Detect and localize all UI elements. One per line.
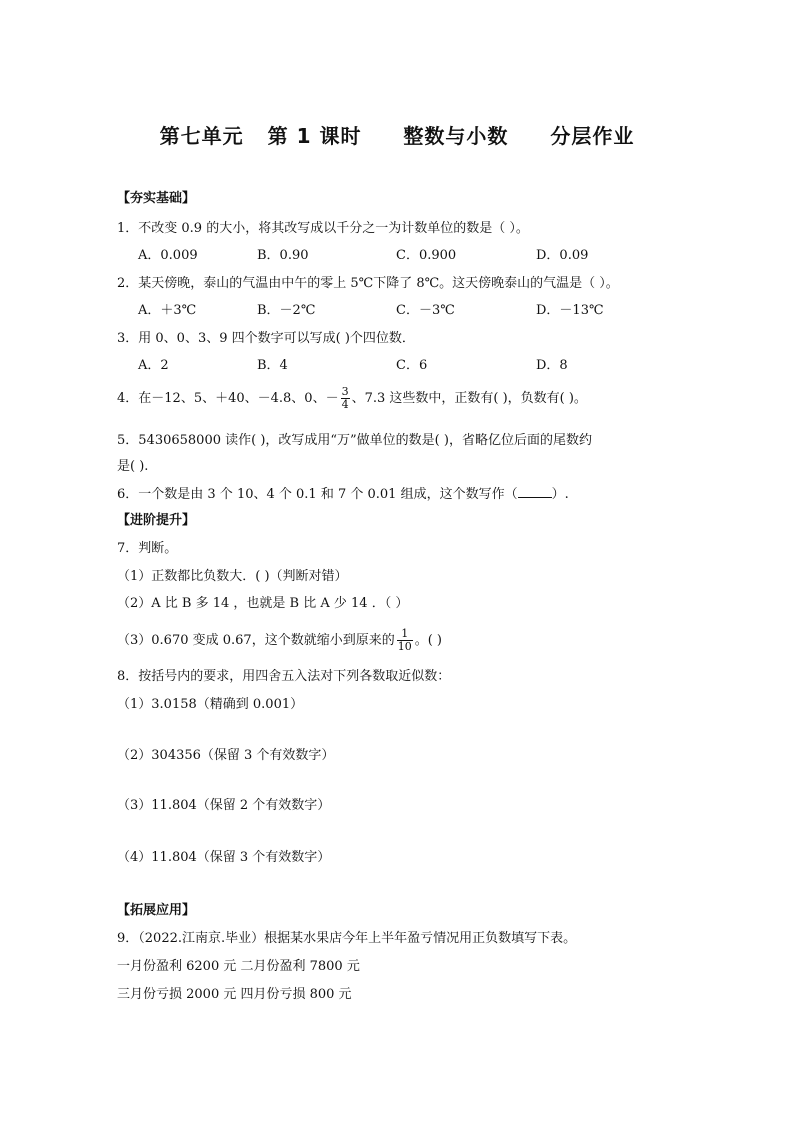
question-3-option-a: A．2: [138, 358, 169, 373]
question-8-part-2: （2）304356（保留 3 个有效数字）: [117, 748, 335, 763]
question-4: [117, 386, 587, 411]
title-unit: 第七单元: [159, 124, 244, 148]
section-extension: 【拓展应用】: [117, 903, 196, 918]
question-5-line-2: 是( ).: [117, 459, 149, 474]
question-5-line-1: 5．5430658000 读作( )，改写成用“万”做单位的数是( )，省略亿位后面的尾数约: [117, 433, 592, 448]
question-8-part-4: （4）11.804（保留 3 个有效数字）: [117, 850, 331, 865]
answer-blank[interactable]: [518, 485, 552, 498]
question-4-pre: 4．在－12、5、＋40、－4.8、0、－: [117, 391, 339, 406]
question-1-option-a: A．0.009: [138, 248, 198, 263]
section-basic: 【夯实基础】: [117, 191, 196, 206]
question-2-option-a: A．＋3℃: [138, 303, 197, 318]
question-6-pre: 6．一个数是由 3 个 10、4 个 0.1 和 7 个 0.01 组成，这个数写作（: [117, 487, 518, 502]
question-1-option-c: C．0.900: [396, 248, 457, 263]
question-2-option-b: B．－2℃: [257, 303, 316, 318]
question-7-part-2: （2）A 比 B 多 14 ，也就是 B 比 A 少 14 ．（ ）: [117, 596, 409, 611]
question-9-line-2: 三月份亏损 2000 元 四月份亏损 800 元: [117, 987, 352, 1002]
question-9-line-1: 一月份盈利 6200 元 二月份盈利 7800 元: [117, 959, 360, 974]
question-6-post: ）.: [551, 487, 569, 502]
question-4-post: 、7.3 这些数中，正数有( )，负数有( )。: [351, 391, 587, 406]
question-8-part-1: （1）3.0158（精确到 0.001）: [117, 697, 304, 712]
question-4-fraction: [341, 386, 350, 411]
question-2-option-d: D．－13℃: [536, 303, 604, 318]
question-3-stem: 3．用 0、0、3、9 四个数字可以写成( )个四位数．: [117, 331, 415, 346]
question-3-option-c: C．6: [396, 358, 428, 373]
question-3-option-b: B．4: [257, 358, 288, 373]
title-topic: 整数与小数: [403, 124, 509, 148]
question-7-part-3-post: 。( ): [414, 633, 442, 648]
fraction-denominator: 10: [397, 640, 412, 653]
question-2-stem: 2．某天傍晚，泰山的气温由中午的零上 5℃下降了 8℃。这天傍晚泰山的气温是（ ）。: [117, 276, 619, 291]
page-title: [0, 120, 794, 149]
question-9-stem: 9．（2022.江南京.毕业）根据某水果店今年上半年盈亏情况用正负数填写下表。: [117, 931, 577, 946]
section-advanced: 【进阶提升】: [117, 513, 196, 528]
question-2-option-c: C．－3℃: [396, 303, 455, 318]
fraction-denominator: 4: [341, 398, 349, 411]
question-1-option-d: D．0.09: [536, 248, 589, 263]
question-3-option-d: D．8: [536, 358, 568, 373]
question-7-part-1: （1）正数都比负数大．( )（判断对错）: [117, 569, 348, 584]
question-1-option-b: B．0.90: [257, 248, 309, 263]
question-8-stem: 8．按括号内的要求，用四舍五入法对下列各数取近似数：: [117, 669, 451, 684]
question-7-part-3-pre: （3）0.670 变成 0.67，这个数就缩小到原来的: [117, 633, 395, 648]
fraction-numerator: 1: [397, 628, 413, 641]
question-1-stem: 1．不改变 0.9 的大小，将其改写成以千分之一为计数单位的数是（ ）。: [117, 221, 529, 236]
fraction-numerator: 3: [341, 385, 349, 398]
question-6: [117, 485, 569, 504]
question-7-part-3: [117, 628, 442, 653]
title-lesson: 第 1 课时: [267, 124, 362, 148]
title-homework: 分层作业: [550, 124, 635, 148]
question-7-stem: 7．判断。: [117, 541, 178, 556]
question-8-part-3: （3）11.804（保留 2 个有效数字）: [117, 798, 331, 813]
question-7-fraction: [397, 628, 413, 653]
